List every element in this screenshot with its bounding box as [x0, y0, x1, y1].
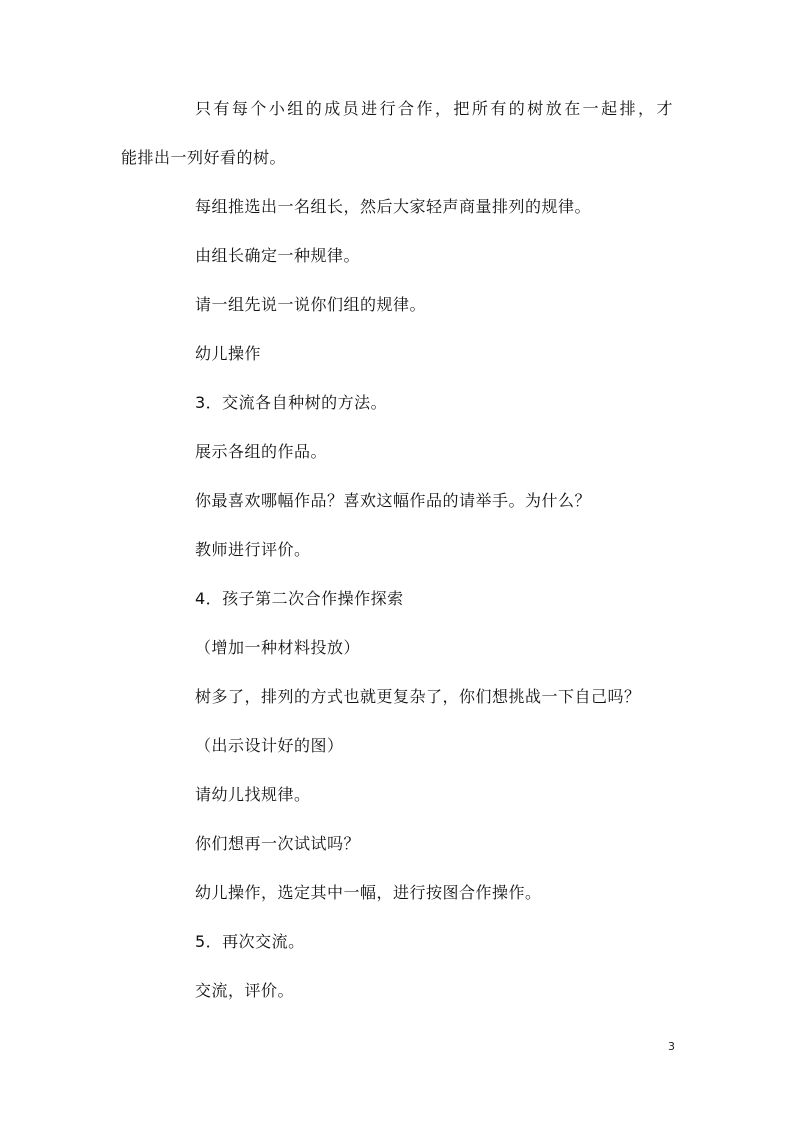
- paragraph-choose-picture: 幼儿操作，选定其中一幅，进行按图合作操作。: [195, 883, 542, 902]
- paragraph-cooperation-line-1: 只有每个小组的成员进行合作，把所有的树放在一起排，才: [195, 99, 673, 118]
- paragraph-select-leader: 每组推选出一名组长，然后大家轻声商量排列的规律。: [195, 197, 592, 216]
- paragraph-group-rule: 请一组先说一说你们组的规律。: [195, 295, 427, 314]
- section-heading-5: 5．再次交流。: [195, 932, 305, 951]
- paragraph-leader-rule: 由组长确定一种规律。: [195, 246, 361, 265]
- section-heading-4: 4．孩子第二次合作操作探索: [195, 589, 404, 608]
- paragraph-challenge: 树多了，排列的方式也就更复杂了，你们想挑战一下自己吗？: [195, 687, 641, 706]
- paragraph-add-material: （增加一种材料投放）: [195, 638, 361, 657]
- paragraph-exchange-evaluation: 交流，评价。: [195, 981, 295, 1000]
- paragraph-cooperation-line-2: 能排出一列好看的树。: [121, 148, 287, 167]
- paragraph-show-design: （出示设计好的图）: [195, 736, 344, 755]
- paragraph-child-operation: 幼儿操作: [195, 344, 262, 363]
- paragraph-show-works: 展示各组的作品。: [195, 442, 328, 461]
- paragraph-favorite-work: 你最喜欢哪幅作品？喜欢这幅作品的请举手。为什么？: [195, 491, 592, 510]
- section-heading-3: 3．交流各自种树的方法。: [195, 393, 388, 412]
- page-number: 3: [668, 1040, 675, 1053]
- paragraph-try-again: 你们想再一次试试吗？: [195, 834, 361, 853]
- paragraph-find-rule: 请幼儿找规律。: [195, 785, 311, 804]
- paragraph-teacher-evaluation: 教师进行评价。: [195, 540, 311, 559]
